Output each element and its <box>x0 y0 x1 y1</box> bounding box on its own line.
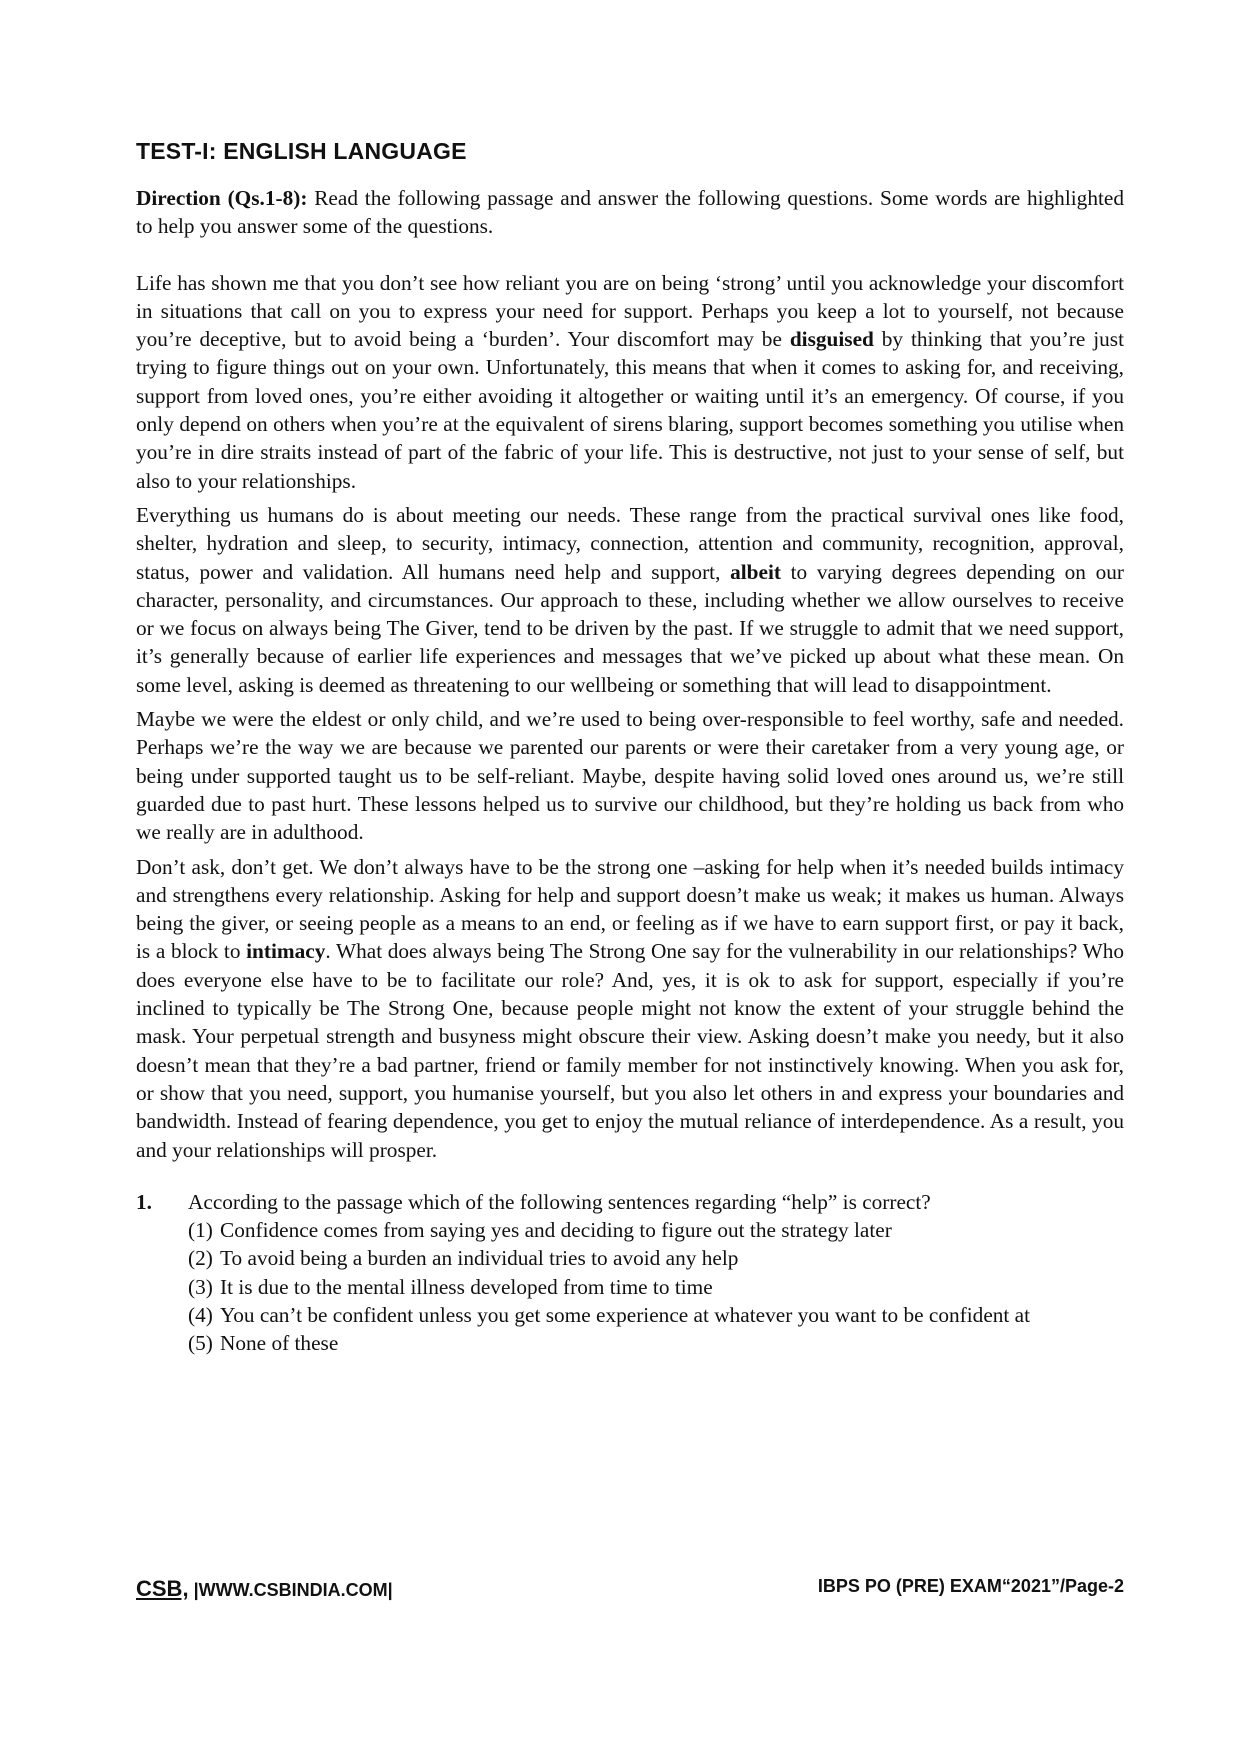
option-number: (3) <box>188 1274 213 1299</box>
option-text: Confidence comes from saying yes and deciding to figure out the strategy later <box>220 1218 892 1243</box>
option-number: (5) <box>188 1331 213 1356</box>
passage-text: by thinking that you’re just trying to figure things out on your own. Unfortunately, this means that when it comes to asking for, and receiving, support from loved ones, you’re either avoiding it altogether or waiting until it’s an emergency. Of course, if you only depend on others when you’re at the equivalent of sirens blaring, support becomes something you utilise when you’re in dire straits instead of part of the fabric of your life. This is destructive, not just to your sense of self, but also to your relationships. <box>136 327 1125 493</box>
passage-text: to varying degrees depending on our character, personality, and circumstances. Our approach to these, including whether we allow ourselves to receive or we focus on always being The Giver, tend to be driven by the past. If we struggle to admit that we need support, it’s generally because of earlier life experiences and messages that we’ve picked up about what these mean. On some level, asking is deemed as threatening to our wellbeing or something that will lead to disappointment. <box>136 559 1124 697</box>
highlighted-word: disguised <box>789 327 874 352</box>
passage-text: Everything us humans do is about meeting our needs. These range from the practical survival ones like food, shelter, hydration and sleep, to security, intimacy, connection, attention and community, recognition, approval, status, power and validation. All humans need help and support, <box>136 502 1124 584</box>
question-1 <box>136 1188 1124 1358</box>
direction-paragraph <box>136 184 1124 241</box>
option-number: (1) <box>188 1218 213 1243</box>
option-2[interactable] <box>188 1244 1124 1272</box>
option-4[interactable] <box>188 1301 1124 1329</box>
document-body <box>136 184 1124 1358</box>
highlighted-word: albeit <box>730 559 781 584</box>
option-number: (4) <box>188 1302 213 1327</box>
brand-logo: CSB, <box>136 1576 189 1601</box>
option-number: (2) <box>188 1246 213 1271</box>
option-text: It is due to the mental illness developed from time to time <box>220 1274 713 1299</box>
option-text: None of these <box>220 1331 339 1356</box>
option-3[interactable] <box>188 1273 1124 1301</box>
question-text: According to the passage which of the following sentences regarding “help” is correct? <box>188 1189 931 1214</box>
option-text: To avoid being a burden an individual tries to avoid any help <box>220 1246 739 1271</box>
passage-text: Don’t ask, don’t get. We don’t always have to be the strong one –asking for help when it’s needed builds intimacy and strengthens every relationship. Asking for help and support doesn’t make us weak; it makes us human. Always being the giver, or seeing people as a means to an end, or feeling as if we have to earn support first, or pay it back, is a block to <box>136 854 1124 964</box>
section-heading: TEST-I: ENGLISH LANGUAGE <box>136 138 467 164</box>
highlighted-word: intimacy <box>246 939 326 964</box>
direction-text: Read the following passage and answer the following questions. Some words are highlighted to help you answer some of the questions. <box>136 186 1124 239</box>
question-number: 1. <box>136 1189 152 1214</box>
passage-paragraph-4 <box>136 853 1124 1164</box>
passage-paragraph-2 <box>136 501 1124 699</box>
footer-brand <box>136 1576 393 1602</box>
option-text: You can’t be confident unless you get some experience at whatever you want to be confident at <box>220 1302 1031 1327</box>
footer-page-info: IBPS PO (PRE) EXAM“2021”/Page-2 <box>817 1576 1124 1596</box>
passage-paragraph-3: Maybe we were the eldest or only child, and we’re used to being over-responsible to feel worthy, safe and needed. Perhaps we’re the way we are because we parented our parents or were their caretaker from a very young age, or being under supported taught us to be self-reliant. Maybe, despite having solid loved ones around us, we’re still guarded due to past hurt. These lessons helped us to survive our childhood, but they’re holding us back from who we really are in adulthood. <box>136 707 1124 845</box>
option-1[interactable] <box>188 1216 1124 1244</box>
passage-paragraph-1 <box>136 269 1124 495</box>
passage-text: Life has shown me that you don’t see how reliant you are on being ‘strong’ until you acknowledge your discomfort in situations that call on you to express your need for support. Perhaps you keep a lot to yourself, not because you’re deceptive, but to avoid being a ‘burden’. Your discomfort may be <box>136 270 1124 352</box>
options-list <box>188 1216 1124 1357</box>
footer-website[interactable]: |WWW.CSBINDIA.COM| <box>188 1580 393 1600</box>
option-5[interactable] <box>188 1329 1124 1357</box>
direction-label: Direction (Qs.1-8): <box>136 186 308 210</box>
passage-text: . What does always being The Strong One say for the vulnerability in our relationships? Who does everyone else have to be to facilitate our role? And, yes, it is ok to ask for support, especially if you’re inclined to typically be The Strong One, because people might not know the extent of your struggle behind the mask. Your perpetual strength and busyness might obscure their view. Asking doesn’t make you needy, but it also doesn’t mean that they’re a bad partner, friend or family member for not instinctively knowing. When you ask for, or show that you need, support, you humanise yourself, but you also let others in and express your boundaries and bandwidth. Instead of fearing dependence, you get to enjoy the mutual reliance of interdependence. As a result, you and your relationships will prosper. <box>136 939 1124 1162</box>
